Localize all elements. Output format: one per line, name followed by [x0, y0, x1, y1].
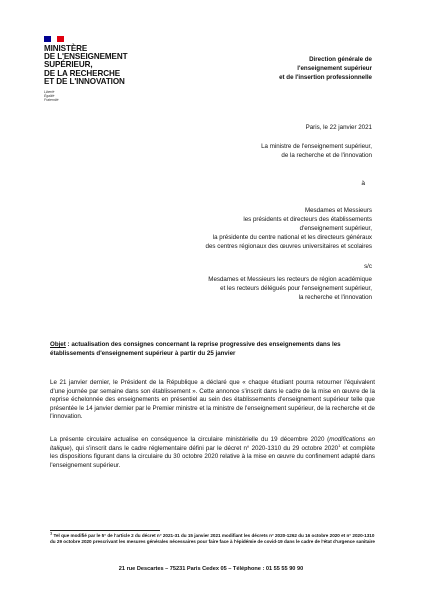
- footnote-ref: 1: [338, 442, 341, 448]
- footnote-number: 1: [50, 530, 53, 536]
- footnote-divider: [50, 530, 160, 531]
- para2-part-b: ), qui s'inscrit dans le cadre réglementaire défini par le décret n° 2020-1310 du 29 octobre 2020: [69, 444, 339, 452]
- body-paragraph-2: [50, 436, 375, 470]
- para2-italic: modifications en italique: [50, 436, 375, 452]
- para2-part-c: et complète les dispositions figurant dans la circulaire du 30 octobre 2020 relative à la mise en œuvre du confinement adapté dans l'enseignement supérieur.: [50, 444, 375, 469]
- flag-blue-band: [44, 36, 51, 42]
- subject-label: Objet: [50, 341, 66, 348]
- ministry-logo: [44, 36, 154, 102]
- issuing-direction: Direction générale de l'enseignement supérieur et de l'insertion professionnelle: [279, 56, 372, 81]
- ministry-name: MINISTÈRE DE L'ENSEIGNEMENT SUPÉRIEUR, DE LA RECHERCHE ET DE L'INNOVATION: [44, 44, 128, 86]
- subject-text: : actualisation des consignes concernant la reprise progressive des enseignements dans les établissements d'enseignement supérieur à partir du 25 janvier: [50, 341, 341, 357]
- body-paragraph-1: Le 21 janvier dernier, le Président de la République a déclaré que « chaque étudiant pourra retourner l'équivalent d'une journée par semaine dans son établissement ». Cette annonce s'inscrit dans le cadre de la mise en œuvre de la reprise échelonnée des enseignements en présentiel au sein des établissements d'enseignement supérieur telle que présentée le 14 janvier dernier par le Premier ministre et la ministre de l'enseignement supérieur, de la recherche et de l'innovation.: [50, 379, 375, 421]
- subject-line: [50, 340, 375, 358]
- republic-motto: Liberté Égalité Fraternité: [44, 90, 59, 103]
- letter-date: Paris, le 22 janvier 2021: [305, 124, 372, 131]
- flag-white-band: [51, 36, 58, 42]
- recipients-via: Mesdames et Messieurs les recteurs de région académique et les recteurs délégués pour l'enseignement supérieur, la recherche et l'innovation: [208, 276, 372, 301]
- flag-icon: [44, 36, 64, 42]
- sender: La ministre de l'enseignement supérieur, de la recherche et de l'innovation: [261, 143, 372, 159]
- para2-part-a: La présente circulaire actualise en conséquence la circulaire ministérielle du 19 décembre 2020 (: [50, 436, 330, 443]
- sous-couvert-label: s/c: [364, 263, 372, 270]
- footnote: [50, 530, 375, 545]
- flag-red-band: [57, 36, 64, 42]
- to-marker: à: [361, 180, 365, 187]
- recipients-primary: Mesdames et Messieurs les présidents et directeurs des établissements d'enseignement supérieur, la présidente du centre national et les directeurs généraux des centres régionaux des œuvres universitaires et scolaires: [205, 207, 372, 250]
- footer-address: 21 rue Descartes – 75231 Paris Cedex 05 – Téléphone : 01 55 55 90 90: [118, 566, 304, 572]
- footnote-text: Tel que modifié par le 5° de l'article 2 du décret n° 2021-31 du 15 janvier 2021 modifiant les décrets n° 2020-1262 du 16 octobre 2020 et n° 2020-1310 du 29 octobre 2020 prescrivant les mesures générales nécessaires pour faire face à l'épidémie de covid-19 dans le cadre de l'état d'urgence sanitaire: [50, 533, 375, 545]
